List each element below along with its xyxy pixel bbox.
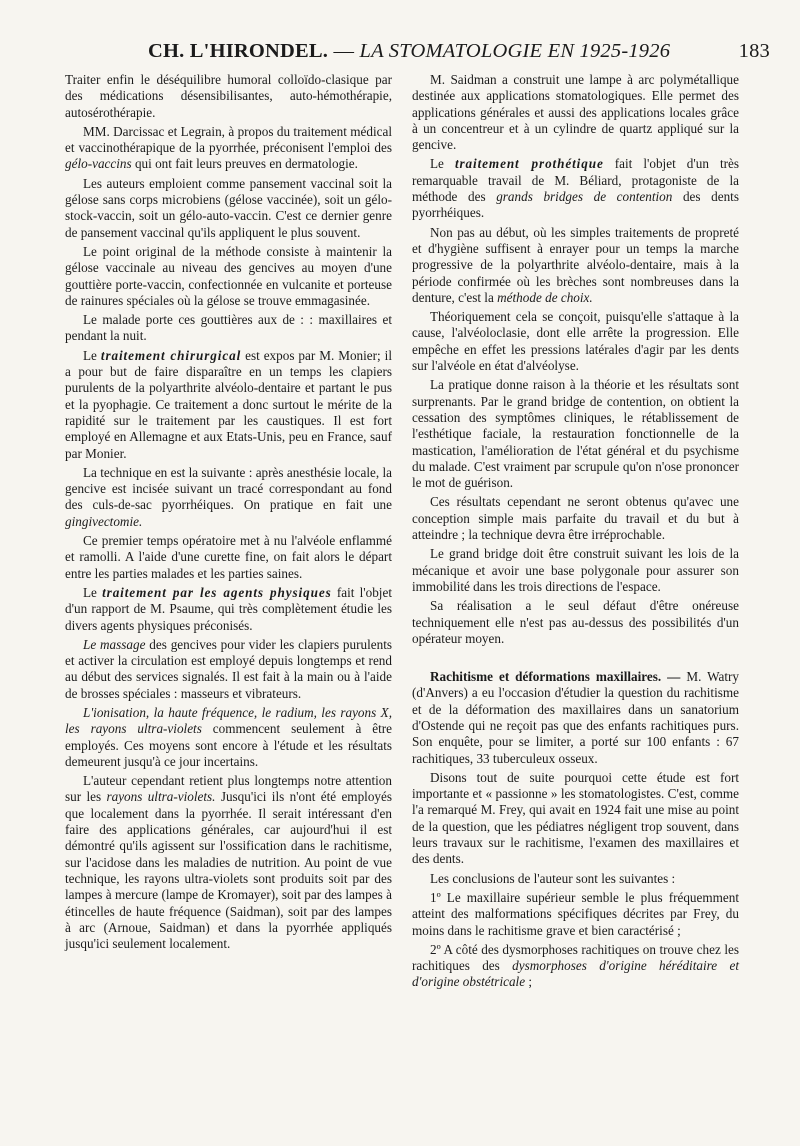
paragraph: Les auteurs emploient comme pansement vaccinal soit la gélose sans corps microbiens (gélose vaccinée), soit un gélo-stock-vaccin, soit un gélo-auto-vaccin. C'est ce dernier genre de pansement vaccinal qu'ils appliquent le plus souvent. xyxy=(65,175,392,240)
subheading-term: traitement par les agents physiques xyxy=(102,584,332,600)
italic-term: Le massage xyxy=(83,636,146,652)
paragraph: Non pas au début, où les simples traitements de propreté et d'hygiène suffisent à enrayer pour un temps la marche progressive de la polyarthrite alvéolo-dentaire, mais à la période confirmée où les brèches sont nombreuses dans la denture, c'est la méthode de choix. xyxy=(412,224,739,305)
running-title xyxy=(148,40,670,63)
paragraph: Le point original de la méthode consiste à maintenir la gélose vaccinale au niveau des gencives au moyen d'une gouttière porte-vaccin, confectionnée en vulcanite et porteuse de rainures spéciales où la gélose se trouve emmagasinée. xyxy=(65,243,392,308)
italic-term: L'ionisation, la haute fréquence, le radium, les rayons X, les rayons ultra-violets xyxy=(65,704,392,737)
subheading-term: traitement chirurgical xyxy=(100,347,242,363)
paragraph: Théoriquement cela se conçoit, puisqu'elle s'attaque à la cause, l'alvéoloclasie, dont elle arrête la progression. Elle empêche en effet les pressions latérales d'agir par les dents sur l'alvéole en état d'alvéolyse. xyxy=(412,309,739,374)
paragraph: Le traitement prothétique fait l'objet d'un très remarquable travail de M. Béliard, protagoniste de la méthode des grands bridges de contention des dents pyorrhéiques. xyxy=(412,156,739,221)
italic-term: rayons ultra-violets. xyxy=(106,789,216,805)
paragraph: L'ionisation, la haute fréquence, le radium, les rayons X, les rayons ultra-violets commencent seulement à être employés. Ces moyens sont encore à l'étude et les résultats demeurent jusqu'à ce jour incertains. xyxy=(65,704,392,769)
paragraph: La pratique donne raison à la théorie et les résultats sont surprenants. Par le grand bridge de contention, on obtient la cessation des symptômes cliniques, le rétablissement de l'esthétique faciale, la restauration fonctionnelle de la mastication, l'amélioration de l'état général et du psychisme du malade. C'est vraiment par scrupule qu'on n'ose prononcer le mot de guérison. xyxy=(412,377,739,491)
paragraph: Le traitement par les agents physiques fait l'objet d'un rapport de M. Psaume, qui très complètement étudie les divers agents physiques préconisés. xyxy=(65,584,392,633)
section-heading: Rachitisme et déformations maxillaires. — xyxy=(430,669,681,685)
subheading-term: traitement prothétique xyxy=(454,156,604,172)
paragraph: M. Saidman a construit une lampe à arc polymétallique destinée aux applications stomatologiques. Elle permet des applications générales et aussi des applications locales grâce à un concentreur et à un cylindre de quartz appliqué sur la gencive. xyxy=(412,72,739,153)
header-author: CH. L'HIRONDEL. xyxy=(148,40,329,62)
left-column xyxy=(65,72,392,955)
header-journal: LA STOMATOLOGIE EN 1925-1926 xyxy=(359,40,671,62)
paragraph: MM. Darcissac et Legrain, à propos du traitement médical et vaccinothérapique de la pyorrhée, préconisent l'emploi des gélo-vaccins qui ont fait leurs preuves en dermatologie. xyxy=(65,123,392,172)
right-column xyxy=(412,72,739,994)
running-header xyxy=(110,38,770,72)
italic-term: dysmorphoses d'origine héréditaire et d'origine obstétricale xyxy=(412,958,739,990)
paragraph: 1º Le maxillaire supérieur semble le plus fréquemment atteint des malformations spécifiques décrites par Frey, du moins dans le rachitisme grave et bien caractérisé ; xyxy=(412,889,739,938)
paragraph: Ces résultats cependant ne seront obtenus qu'avec une conception simple mais parfaite du travail et du but à atteindre ; la technique devra être irréprochable. xyxy=(412,494,739,543)
italic-term: gélo-vaccins xyxy=(65,156,132,172)
paragraph: Rachitisme et déformations maxillaires. — M. Watry (d'Anvers) a eu l'occasion d'étudier la question du rachitisme et de la déformation des maxillaires dans un sanatorium d'Ostende qui ne reçoit pas que des enfants rachitiques purs. Son enquête, pour se limiter, a porté sur 100 enfants : 67 rachitiques, 33 tuberculeux osseux. xyxy=(412,669,739,766)
italic-term: gingivectomie. xyxy=(65,513,143,529)
paragraph: Sa réalisation a le seul défaut d'être onéreuse techniquement elle n'est pas au-dessus des possibilités d'un opérateur moyen. xyxy=(412,598,739,646)
paragraph: Ce premier temps opératoire met à nu l'alvéole enflammé et ramolli. A l'aide d'une curette fine, on fait alors le départ entre les parties malades et les parties saines. xyxy=(65,533,392,581)
paragraph: Le grand bridge doit être construit suivant les lois de la mécanique et avoir une base polygonale pour assurer son immobilité dans les trois directions de l'espace. xyxy=(412,546,739,594)
paragraph: L'auteur cependant retient plus longtemps notre attention sur les rayons ultra-violets. Jusqu'ici ils n'ont été employés que localement dans la pyorrhée. Il serait intéressant d'en faire des applications générales, car aujourd'hui il est démontré qu'ils agissent sur l'ossification dans le rachitisme, sur l'acidose dans les maladies de nutrition. Au point de vue technique, les rayons ultra-violets sont produits soit par des lampes à mercure (lampe de Kromayer), soit par des lampes à étincelles de haute fréquence (Saidman), soit par des lampes à arc (Arnoue, Saidman) et dans la pyorrhée appliqués jusqu'ici seulement localement. xyxy=(65,773,392,952)
paragraph: La technique en est la suivante : après anesthésie locale, la gencive est incisée suivant un tracé correspondant au fond des culs-de-sac pyorrhéiques. On pratique en fait une gingivectomie. xyxy=(65,464,392,529)
italic-term: grands bridges de contention xyxy=(496,189,673,205)
paragraph: Les conclusions de l'auteur sont les suivantes : xyxy=(430,870,676,886)
header-dash: — xyxy=(328,40,360,62)
paragraph: Le traitement chirurgical est expos par M. Monier; il a pour but de faire disparaître en un temps les clapiers purulents de la polyarthrite alvéolo-dentaire et partant le pus et la pyophagie. Ce traitement a donc surtout le mérite de la rapidité sur le traitement par les caustiques. Il est fort employé en Allemagne et aux Etats-Unis, peu en France, sauf par Monier. xyxy=(65,347,392,461)
paragraph: Le malade porte ces gouttières aux de : : maxillaires et pendant la nuit. xyxy=(65,312,392,344)
paragraph: Le massage des gencives pour vider les clapiers purulents et activer la circulation est employé depuis longtemps et rend au début des services signalés. Il est fait à la main ou à l'aide de brosses spéciales : masseurs et vibrateurs. xyxy=(65,636,392,701)
paragraph: Traiter enfin le déséquilibre humoral colloïdo-clasique par des médications désensibilisantes, auto-hémothérapie, autosérothérapie. xyxy=(65,72,392,120)
page-number: 183 xyxy=(738,40,770,62)
paragraph: Disons tout de suite pourquoi cette étude est fort importante et « passionne » les stomatologistes. C'est, comme l'a remarqué M. Frey, qui avait en 1924 fait une mise au point de la question, que les pédiatres négligent trop souvent, dans leurs travaux sur le rachitisme, l'examen des maxillaires et des dents. xyxy=(412,769,739,867)
paragraph: 2º A côté des dysmorphoses rachitiques on trouve chez les rachitiques des dysmorphoses d'origine héréditaire et d'origine obstétricale ; xyxy=(412,941,739,990)
italic-term: méthode de choix. xyxy=(497,289,593,305)
